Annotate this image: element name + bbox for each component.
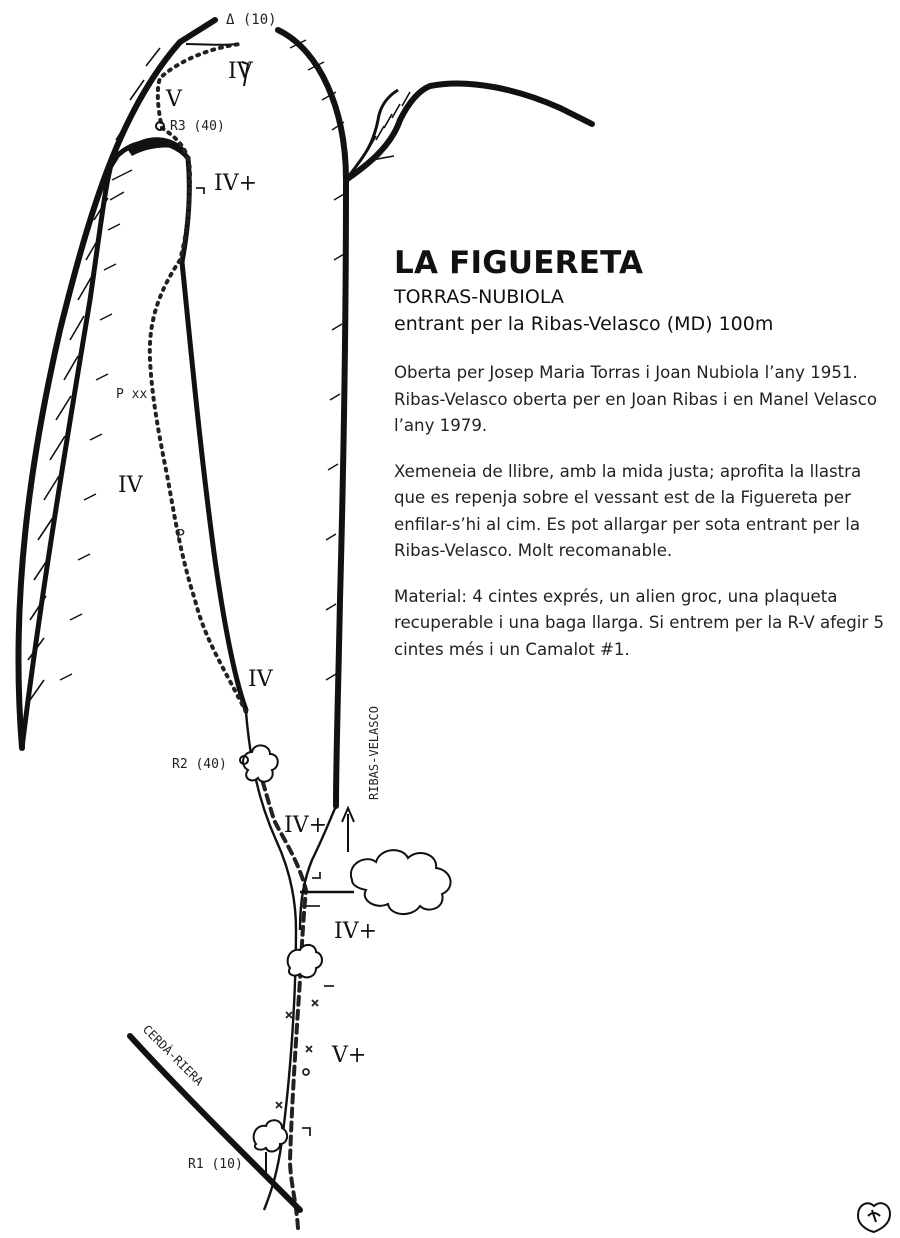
route-variant: entrant per la Ribas-Velasco (MD) 100m — [394, 313, 774, 336]
ribas-velasco-label: RIBAS-VELASCO — [367, 706, 381, 800]
route-title: LA FIGUERETA — [394, 245, 644, 281]
route-info-panel — [394, 244, 894, 683]
belay-r3-label: R3 (40) — [170, 119, 225, 134]
summit-label: Δ (10) — [226, 12, 277, 28]
author-logo — [852, 1196, 896, 1236]
route-name: TORRAS-NUBIOLA — [394, 285, 564, 308]
summit-ledge — [186, 44, 236, 45]
grade-pitch1a: IV+ — [334, 919, 378, 944]
belay-r2-label: R2 (40) — [172, 757, 227, 772]
grade-pitch1b: V+ — [332, 1043, 367, 1068]
piton-label: P — [176, 526, 186, 544]
ribas-velasco-arrow — [342, 808, 354, 852]
bush-ledge — [351, 850, 451, 914]
belay-r1-label: R1 (10) — [188, 1157, 243, 1172]
cerda-riera-label: CERDÀ-RIERA — [139, 1022, 206, 1089]
piton-xx-label: P xx — [116, 387, 148, 402]
chimney-flake-outline — [22, 142, 246, 748]
grade-v: V — [166, 87, 182, 112]
bolt-marks — [196, 188, 334, 1136]
grade-top: IV — [228, 59, 253, 84]
grade-lower: IV — [248, 667, 273, 692]
neighbour-rock — [346, 83, 592, 180]
grade-pitch2: IV+ — [284, 813, 328, 838]
neighbour-rock-hatching — [368, 92, 410, 160]
material-paragraph: Material: 4 cintes exprés, un alien groc, una plaqueta recuperable i una baga llarga. Si entrem per la R-V afegir 5 cintes més i un Camalot #1. — [394, 586, 885, 659]
history-paragraph: Oberta per Josep Maria Torras i Joan Nubiola l’any 1951. Ribas-Velasco oberta per en Joan Ribas i en Manel Velasco l’any 1979. — [394, 363, 877, 436]
right-wall-hatching — [290, 40, 344, 680]
bush-pitch1 — [288, 945, 322, 977]
bush-r2 — [243, 745, 278, 781]
figuereta-right-wall — [278, 30, 346, 806]
grade-chimney: IV+ — [214, 171, 258, 196]
grade-mid: IV — [118, 473, 143, 498]
character-paragraph: Xemeneia de llibre, amb la mida justa; aprofita la llastra que es repenja sobre el vessant est de la Figuereta per enfilar-s’hi al cim. Es pot allargar per sota entrant per la Ribas-Velasco. Molt recomanable. — [394, 461, 862, 561]
